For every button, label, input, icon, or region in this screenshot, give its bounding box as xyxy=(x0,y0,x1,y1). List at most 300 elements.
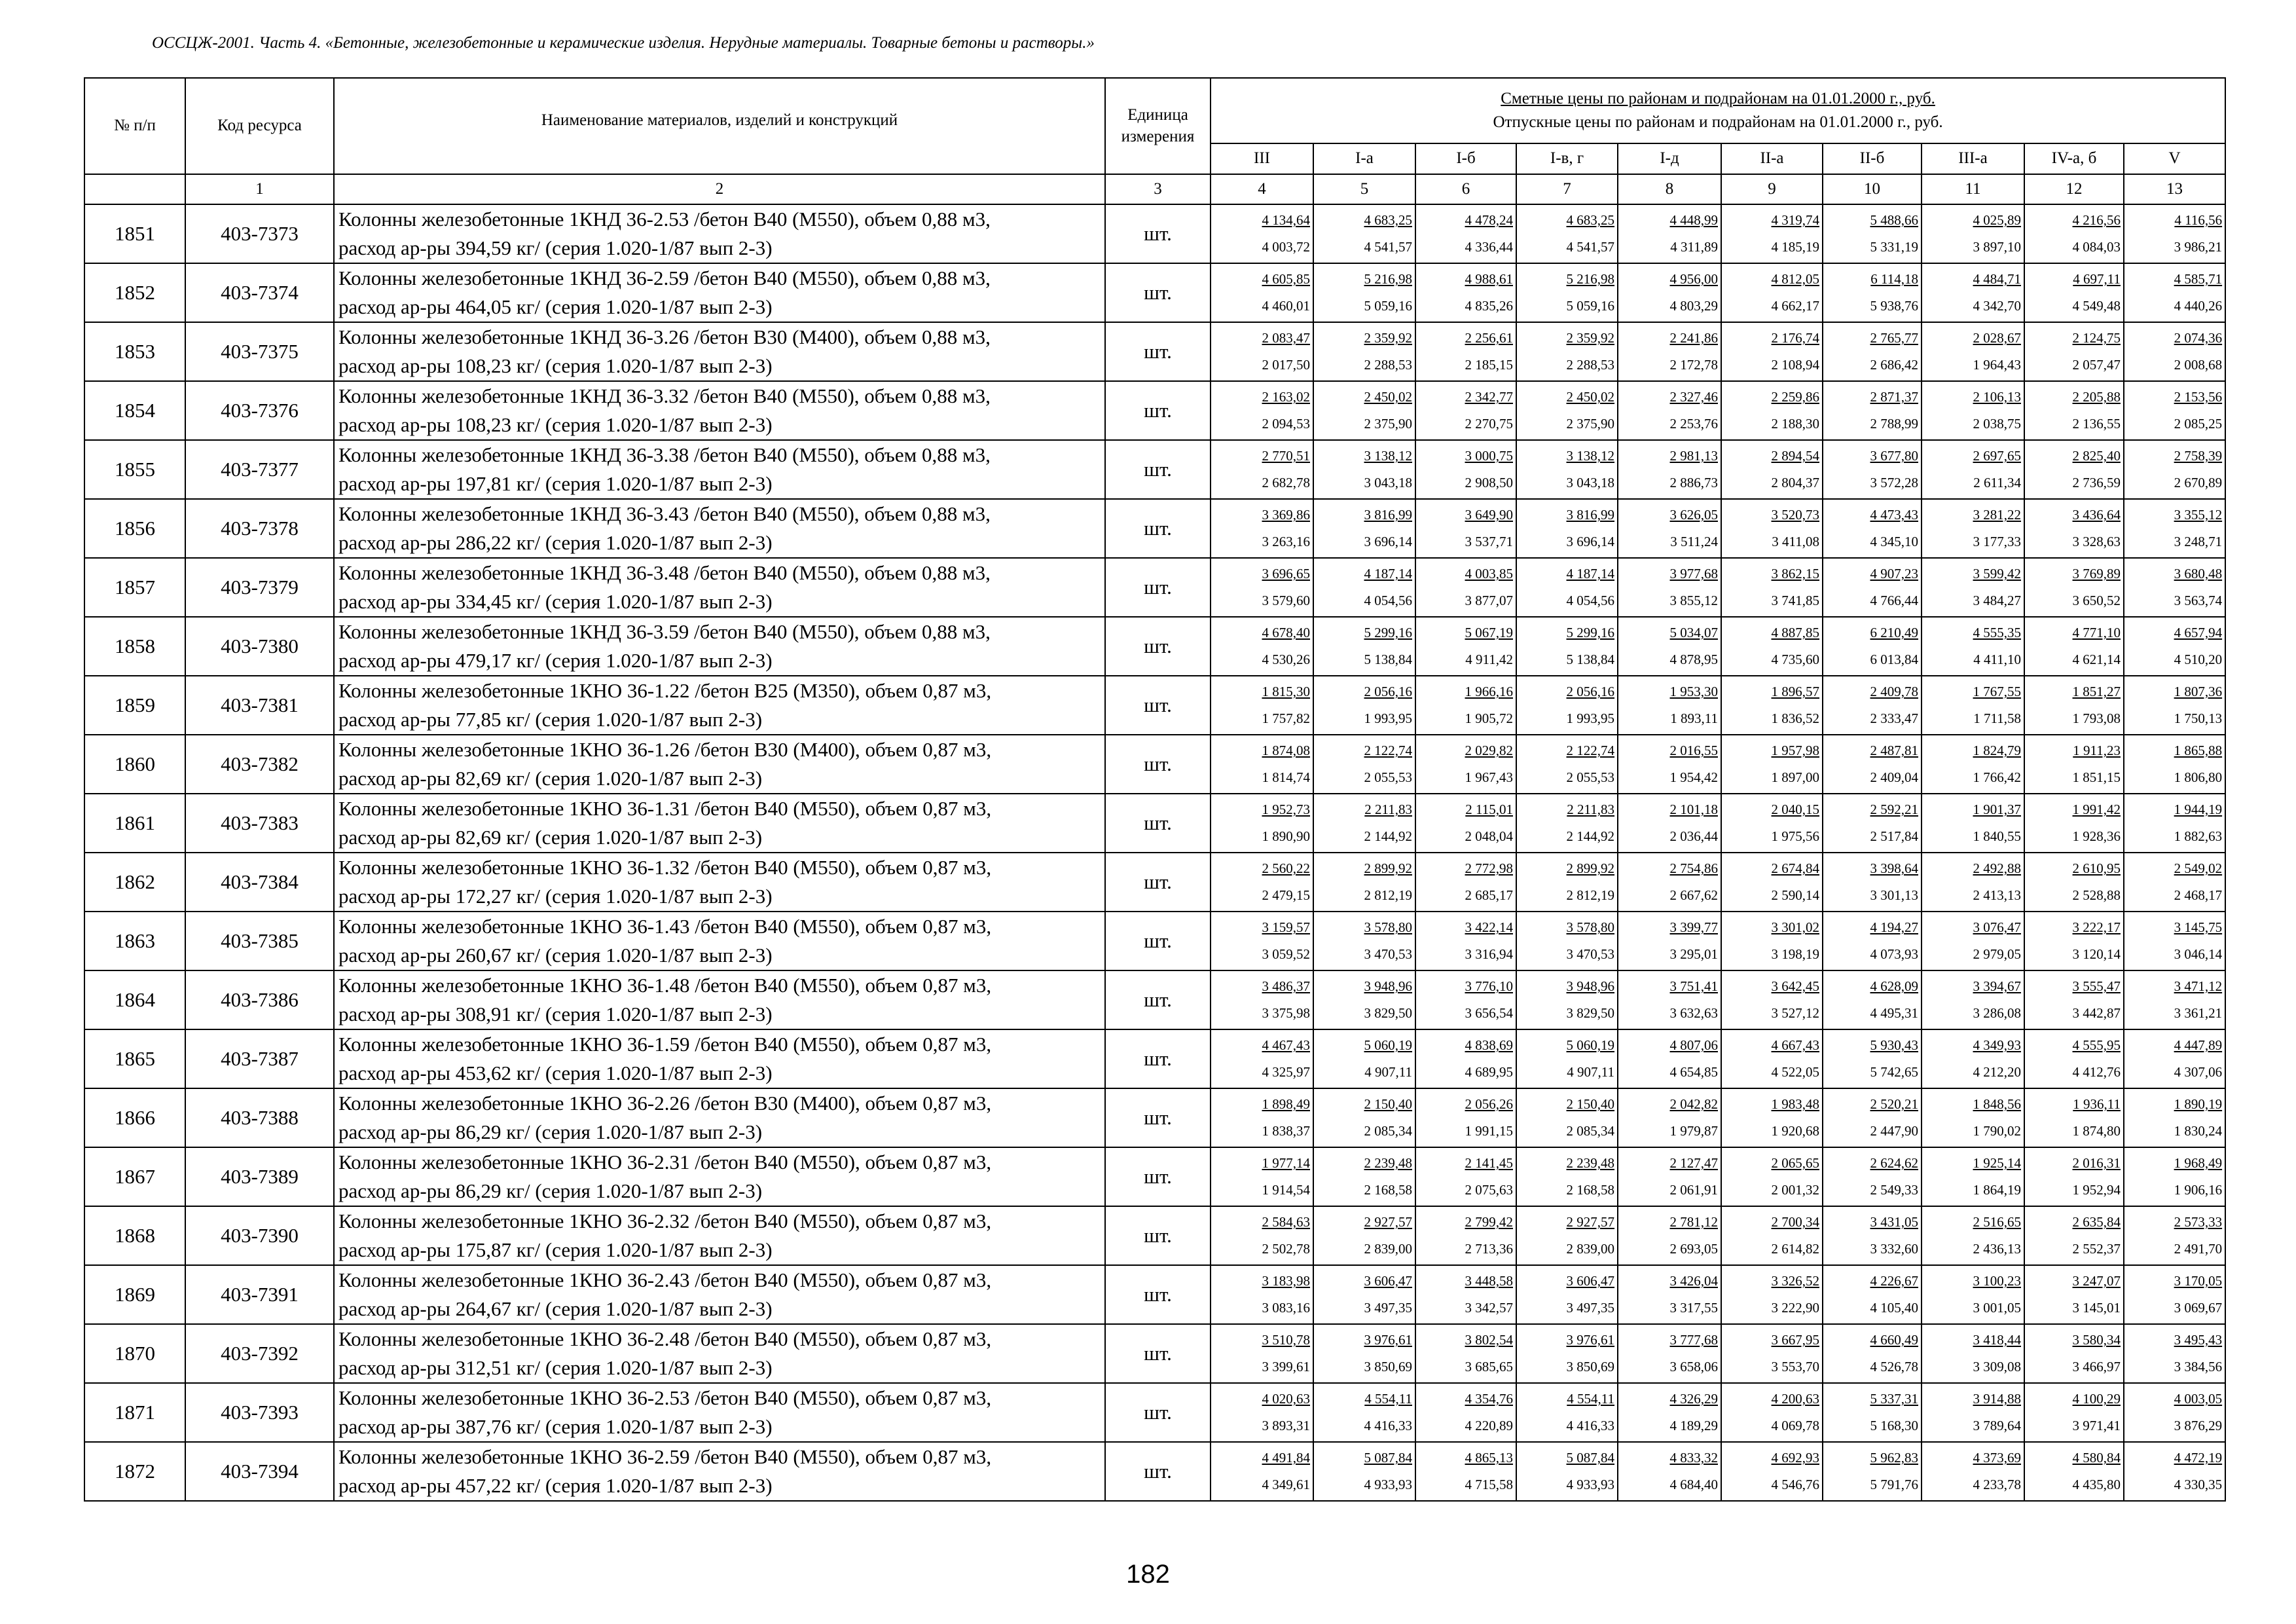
release-price: 4 054,56 xyxy=(1566,593,1614,608)
price-cell xyxy=(2124,735,2225,794)
release-price: 2 172,78 xyxy=(1669,357,1718,373)
release-price: 4 345,10 xyxy=(1870,534,1918,549)
release-price: 4 735,60 xyxy=(1771,652,1819,667)
table-row xyxy=(84,912,2225,970)
material-name-line2: расход ар-ры 86,29 кг/ (серия 1.020-1/87 вып 2-3) xyxy=(338,1120,763,1143)
price-cell xyxy=(2024,204,2124,263)
estimate-price: 4 678,40 xyxy=(1262,625,1310,640)
price-cell xyxy=(1618,322,1721,381)
estimate-price: 3 696,65 xyxy=(1262,566,1310,581)
unit: шт. xyxy=(1105,204,1211,263)
price-cell xyxy=(1823,617,1922,676)
estimate-price: 3 776,10 xyxy=(1465,978,1513,994)
estimate-price: 3 399,77 xyxy=(1669,919,1718,935)
price-cell xyxy=(1415,204,1516,263)
estimate-price: 3 599,42 xyxy=(1973,566,2021,581)
material-name-line2: расход ар-ры 108,23 кг/ (серия 1.020-1/87 вып 2-3) xyxy=(338,413,773,436)
release-price: 3 384,56 xyxy=(2174,1359,2223,1375)
price-cell xyxy=(1211,263,1313,322)
material-name-line1: Колонны железобетонные 1КНД 36-2.59 /бетон B40 (М550), объем 0,88 м3, xyxy=(338,267,991,289)
price-cell xyxy=(1211,204,1313,263)
release-price: 3 829,50 xyxy=(1364,1005,1412,1021)
release-price: 1 964,43 xyxy=(1973,357,2021,373)
release-price: 1 790,02 xyxy=(1973,1123,2021,1139)
price-cell xyxy=(1922,1383,2024,1442)
estimate-price: 1 874,08 xyxy=(1262,743,1310,758)
column-number: 10 xyxy=(1823,174,1922,204)
unit: шт. xyxy=(1105,440,1211,499)
release-price: 3 043,18 xyxy=(1364,475,1412,490)
estimate-price: 5 962,83 xyxy=(1870,1450,1918,1466)
price-cell xyxy=(2024,1088,2124,1147)
estimate-price: 2 042,82 xyxy=(1669,1096,1718,1112)
release-price: 3 850,69 xyxy=(1566,1359,1614,1375)
column-number: 1 xyxy=(185,174,334,204)
estimate-price: 2 029,82 xyxy=(1465,743,1513,758)
resource-code: 403-7391 xyxy=(185,1265,334,1324)
price-cell xyxy=(1618,1147,1721,1206)
release-price: 3 656,54 xyxy=(1465,1005,1513,1021)
table-row xyxy=(84,1324,2225,1383)
release-price: 2 188,30 xyxy=(1771,416,1819,432)
estimate-price: 2 239,48 xyxy=(1364,1155,1412,1171)
unit: шт. xyxy=(1105,263,1211,322)
price-cell xyxy=(2124,1147,2225,1206)
header-name: Наименование материалов, изделий и конструкций xyxy=(334,78,1105,174)
release-price: 4 416,33 xyxy=(1566,1418,1614,1433)
resource-code: 403-7376 xyxy=(185,381,334,440)
price-cell xyxy=(2124,1088,2225,1147)
release-price: 5 138,84 xyxy=(1566,652,1614,667)
estimate-price: 4 667,43 xyxy=(1771,1037,1819,1053)
price-cell xyxy=(1313,204,1415,263)
release-price: 1 836,52 xyxy=(1771,710,1819,726)
estimate-price: 2 899,92 xyxy=(1364,860,1412,876)
estimate-price: 4 833,32 xyxy=(1669,1450,1718,1466)
header-region: I-б xyxy=(1415,143,1516,174)
price-cell xyxy=(1415,1029,1516,1088)
estimate-price: 3 076,47 xyxy=(1973,919,2021,935)
price-cell xyxy=(1823,1029,1922,1088)
release-price: 2 144,92 xyxy=(1364,828,1412,844)
release-price: 4 460,01 xyxy=(1262,298,1310,314)
column-number: 7 xyxy=(1516,174,1618,204)
release-price: 4 311,89 xyxy=(1670,239,1718,255)
price-table xyxy=(84,77,2226,1502)
estimate-price: 4 554,11 xyxy=(1567,1391,1614,1407)
release-price: 3 685,65 xyxy=(1465,1359,1513,1375)
estimate-price: 3 914,88 xyxy=(1973,1391,2021,1407)
material-name xyxy=(334,1383,1105,1442)
estimate-price: 2 894,54 xyxy=(1771,448,1819,464)
estimate-price: 3 100,23 xyxy=(1973,1273,2021,1289)
release-price: 3 850,69 xyxy=(1364,1359,1412,1375)
release-price: 3 484,27 xyxy=(1973,593,2021,608)
row-number: 1865 xyxy=(84,1029,185,1088)
material-name-line1: Колонны железобетонные 1КНО 36-1.32 /бетон B40 (М550), объем 0,87 м3, xyxy=(338,856,992,879)
material-name-line1: Колонны железобетонные 1КНО 36-1.22 /бетон B25 (М350), объем 0,87 м3, xyxy=(338,679,992,702)
price-cell xyxy=(1922,204,2024,263)
price-cell xyxy=(1823,1147,1922,1206)
price-cell xyxy=(1415,440,1516,499)
unit: шт. xyxy=(1105,794,1211,853)
release-price: 2 055,53 xyxy=(1566,769,1614,785)
estimate-price: 4 349,93 xyxy=(1973,1037,2021,1053)
price-cell xyxy=(1516,440,1618,499)
price-cell xyxy=(1313,1029,1415,1088)
estimate-price: 3 398,64 xyxy=(1870,860,1918,876)
row-number: 1867 xyxy=(84,1147,185,1206)
price-cell xyxy=(1823,1206,1922,1265)
release-price: 3 497,35 xyxy=(1566,1300,1614,1316)
price-cell xyxy=(2124,440,2225,499)
price-cell xyxy=(1618,676,1721,735)
price-cell xyxy=(1618,735,1721,794)
resource-code: 403-7380 xyxy=(185,617,334,676)
release-price: 4 073,93 xyxy=(1870,946,1918,962)
estimate-price: 4 025,89 xyxy=(1973,212,2021,228)
estimate-price: 2 450,02 xyxy=(1364,389,1412,405)
price-cell xyxy=(1415,322,1516,381)
price-cell xyxy=(1721,322,1823,381)
price-cell xyxy=(1516,1324,1618,1383)
price-cell xyxy=(1211,440,1313,499)
estimate-price: 2 153,56 xyxy=(2174,389,2223,405)
price-cell xyxy=(1922,912,2024,970)
price-cell xyxy=(1516,1029,1618,1088)
column-number-empty xyxy=(84,174,185,204)
price-cell xyxy=(1211,322,1313,381)
release-price: 2 288,53 xyxy=(1364,357,1412,373)
price-cell xyxy=(1721,1383,1823,1442)
table-row xyxy=(84,1029,2225,1088)
release-price: 4 416,33 xyxy=(1364,1418,1412,1433)
release-price: 1 766,42 xyxy=(1973,769,2021,785)
release-price: 5 168,30 xyxy=(1870,1418,1918,1433)
column-number: 2 xyxy=(334,174,1105,204)
material-name-line1: Колонны железобетонные 1КНО 36-1.26 /бетон B30 (М400), объем 0,87 м3, xyxy=(338,738,992,761)
price-cell xyxy=(1721,970,1823,1029)
price-cell xyxy=(2124,322,2225,381)
material-name-line1: Колонны железобетонные 1КНО 36-2.32 /бетон B40 (М550), объем 0,87 м3, xyxy=(338,1209,992,1232)
release-price: 2 479,15 xyxy=(1262,887,1310,903)
price-cell xyxy=(1721,440,1823,499)
release-price: 5 331,19 xyxy=(1870,239,1918,255)
price-cell xyxy=(1823,735,1922,794)
resource-code: 403-7388 xyxy=(185,1088,334,1147)
price-cell xyxy=(1313,381,1415,440)
resource-code: 403-7383 xyxy=(185,794,334,853)
release-price: 1 757,82 xyxy=(1262,710,1310,726)
resource-code: 403-7392 xyxy=(185,1324,334,1383)
estimate-price: 4 660,49 xyxy=(1870,1332,1918,1348)
material-name-line2: расход ар-ры 387,76 кг/ (серия 1.020-1/87 вып 2-3) xyxy=(338,1415,773,1438)
price-cell xyxy=(1211,1206,1313,1265)
price-cell xyxy=(1823,794,1922,853)
price-cell xyxy=(1313,1324,1415,1383)
material-name-line1: Колонны железобетонные 1КНО 36-1.48 /бетон B40 (М550), объем 0,87 м3, xyxy=(338,974,992,997)
material-name-line2: расход ар-ры 82,69 кг/ (серия 1.020-1/87 вып 2-3) xyxy=(338,767,763,790)
unit: шт. xyxy=(1105,912,1211,970)
price-cell xyxy=(1618,617,1721,676)
material-name-line1: Колонны железобетонные 1КНО 36-2.26 /бетон B30 (М400), объем 0,87 м3, xyxy=(338,1092,992,1115)
price-cell xyxy=(1823,204,1922,263)
estimate-price: 2 359,92 xyxy=(1364,330,1412,346)
price-cell xyxy=(2124,970,2225,1029)
price-cell xyxy=(1516,381,1618,440)
release-price: 2 670,89 xyxy=(2174,475,2223,490)
material-name xyxy=(334,1088,1105,1147)
release-price: 3 527,12 xyxy=(1771,1005,1819,1021)
release-price: 2 468,17 xyxy=(2174,887,2223,903)
estimate-price: 2 259,86 xyxy=(1771,389,1819,405)
estimate-price: 5 060,19 xyxy=(1364,1037,1412,1053)
price-cell xyxy=(1823,263,1922,322)
price-cell xyxy=(1313,912,1415,970)
estimate-price: 4 692,93 xyxy=(1771,1450,1819,1466)
release-price: 3 470,53 xyxy=(1566,946,1614,962)
estimate-price: 1 983,48 xyxy=(1771,1096,1819,1112)
release-price: 1 905,72 xyxy=(1465,710,1513,726)
price-cell xyxy=(1721,1442,1823,1501)
header-region: II-а xyxy=(1721,143,1823,174)
release-price: 3 328,63 xyxy=(2072,534,2121,549)
estimate-price: 5 067,19 xyxy=(1465,625,1513,640)
release-price: 1 906,16 xyxy=(2174,1182,2223,1198)
table-row xyxy=(84,617,2225,676)
estimate-price: 2 115,01 xyxy=(1465,802,1513,817)
release-price: 5 791,76 xyxy=(1870,1477,1918,1492)
price-cell xyxy=(1823,381,1922,440)
release-price: 3 309,08 xyxy=(1973,1359,2021,1375)
estimate-price: 3 510,78 xyxy=(1262,1332,1310,1348)
estimate-price: 3 677,80 xyxy=(1870,448,1918,464)
price-cell xyxy=(1721,1088,1823,1147)
price-cell xyxy=(1313,676,1415,735)
price-cell xyxy=(1922,1265,2024,1324)
release-price: 2 667,62 xyxy=(1669,887,1718,903)
column-number: 3 xyxy=(1105,174,1211,204)
price-cell xyxy=(1211,1383,1313,1442)
price-cell xyxy=(2024,1029,2124,1088)
material-name xyxy=(334,1324,1105,1383)
table-row xyxy=(84,970,2225,1029)
price-cell xyxy=(1516,322,1618,381)
estimate-price: 4 326,29 xyxy=(1669,1391,1718,1407)
price-cell xyxy=(1211,1324,1313,1383)
table-row xyxy=(84,322,2225,381)
material-name-line2: расход ар-ры 82,69 кг/ (серия 1.020-1/87 вып 2-3) xyxy=(338,826,763,849)
material-name-line1: Колонны железобетонные 1КНД 36-3.26 /бетон B30 (М400), объем 0,88 м3, xyxy=(338,325,991,348)
estimate-price: 4 605,85 xyxy=(1262,271,1310,287)
price-cell xyxy=(1313,735,1415,794)
release-price: 3 537,71 xyxy=(1465,534,1513,549)
estimate-price: 2 327,46 xyxy=(1669,389,1718,405)
price-cell xyxy=(2024,676,2124,735)
release-price: 2 333,47 xyxy=(1870,710,1918,726)
price-cell xyxy=(1415,381,1516,440)
estimate-price: 4 194,27 xyxy=(1870,919,1918,935)
release-price: 3 855,12 xyxy=(1669,593,1718,608)
release-price: 2 839,00 xyxy=(1566,1241,1614,1257)
price-cell xyxy=(1618,912,1721,970)
price-cell xyxy=(1721,381,1823,440)
release-price: 2 517,84 xyxy=(1870,828,1918,844)
estimate-price: 5 488,66 xyxy=(1870,212,1918,228)
release-price: 3 342,57 xyxy=(1465,1300,1513,1316)
estimate-price: 6 114,18 xyxy=(1870,271,1918,287)
estimate-price: 3 486,37 xyxy=(1262,978,1310,994)
price-cell xyxy=(1211,617,1313,676)
release-price: 3 632,63 xyxy=(1669,1005,1718,1021)
table-row xyxy=(84,676,2225,735)
estimate-price: 2 211,83 xyxy=(1364,802,1412,817)
release-price: 4 715,58 xyxy=(1465,1477,1513,1492)
release-price: 2 812,19 xyxy=(1364,887,1412,903)
price-cell xyxy=(2124,794,2225,853)
estimate-price: 2 825,40 xyxy=(2072,448,2121,464)
release-price: 2 085,25 xyxy=(2174,416,2223,432)
estimate-price: 1 991,42 xyxy=(2072,802,2121,817)
estimate-price: 1 911,23 xyxy=(2073,743,2121,758)
table-row xyxy=(84,794,2225,853)
price-cell xyxy=(1618,1442,1721,1501)
material-name xyxy=(334,440,1105,499)
resource-code: 403-7393 xyxy=(185,1383,334,1442)
estimate-price: 5 299,16 xyxy=(1566,625,1614,640)
unit: шт. xyxy=(1105,1442,1211,1501)
price-cell xyxy=(1313,1442,1415,1501)
unit: шт. xyxy=(1105,1265,1211,1324)
estimate-price: 1 896,57 xyxy=(1771,684,1819,699)
unit: шт. xyxy=(1105,970,1211,1029)
estimate-price: 2 700,34 xyxy=(1771,1214,1819,1230)
estimate-price: 3 369,86 xyxy=(1262,507,1310,523)
estimate-price: 1 898,49 xyxy=(1262,1096,1310,1112)
release-price: 4 549,48 xyxy=(2072,298,2121,314)
price-cell xyxy=(1823,1383,1922,1442)
price-cell xyxy=(1415,794,1516,853)
estimate-price: 2 492,88 xyxy=(1973,860,2021,876)
estimate-price: 3 606,47 xyxy=(1566,1273,1614,1289)
estimate-price: 4 554,11 xyxy=(1364,1391,1412,1407)
price-cell xyxy=(2124,1383,2225,1442)
price-cell xyxy=(1922,1088,2024,1147)
release-price: 2 812,19 xyxy=(1566,887,1614,903)
resource-code: 403-7373 xyxy=(185,204,334,263)
release-price: 1 893,11 xyxy=(1670,710,1718,726)
release-price: 2 048,04 xyxy=(1465,828,1513,844)
price-cell xyxy=(1313,617,1415,676)
release-price: 4 541,57 xyxy=(1566,239,1614,255)
release-price: 3 696,14 xyxy=(1566,534,1614,549)
header-num: № п/п xyxy=(84,78,185,174)
release-price: 1 979,87 xyxy=(1669,1123,1718,1139)
price-cell xyxy=(2124,499,2225,558)
release-price: 2 682,78 xyxy=(1262,475,1310,490)
estimate-price: 2 674,84 xyxy=(1771,860,1819,876)
table-row xyxy=(84,1265,2225,1324)
release-price: 1 874,80 xyxy=(2072,1123,2121,1139)
estimate-price: 3 777,68 xyxy=(1669,1332,1718,1348)
estimate-price: 3 680,48 xyxy=(2174,566,2223,581)
estimate-price: 4 373,69 xyxy=(1973,1450,2021,1466)
release-price: 3 650,52 xyxy=(2072,593,2121,608)
price-cell xyxy=(1922,263,2024,322)
release-price: 4 330,35 xyxy=(2174,1477,2223,1492)
estimate-price: 2 122,74 xyxy=(1566,743,1614,758)
price-cell xyxy=(1313,440,1415,499)
estimate-price: 4 988,61 xyxy=(1465,271,1513,287)
price-cell xyxy=(1618,1265,1721,1324)
release-price: 4 325,97 xyxy=(1262,1064,1310,1080)
release-price: 1 975,56 xyxy=(1771,828,1819,844)
price-cell xyxy=(2124,912,2225,970)
estimate-price: 3 138,12 xyxy=(1566,448,1614,464)
resource-code: 403-7379 xyxy=(185,558,334,617)
release-price: 2 038,75 xyxy=(1973,416,2021,432)
price-cell xyxy=(1415,1265,1516,1324)
estimate-price: 4 484,71 xyxy=(1973,271,2021,287)
estimate-price: 3 976,61 xyxy=(1566,1332,1614,1348)
material-name xyxy=(334,1442,1105,1501)
price-cell xyxy=(1922,381,2024,440)
release-price: 4 185,19 xyxy=(1771,239,1819,255)
release-price: 2 611,34 xyxy=(1973,475,2021,490)
release-price: 4 878,95 xyxy=(1669,652,1718,667)
price-cell xyxy=(2124,1206,2225,1265)
release-price: 2 375,90 xyxy=(1566,416,1614,432)
estimate-price: 3 145,75 xyxy=(2174,919,2223,935)
estimate-price: 4 771,10 xyxy=(2072,625,2121,640)
release-price: 1 830,24 xyxy=(2174,1123,2223,1139)
price-cell xyxy=(1211,912,1313,970)
estimate-price: 3 626,05 xyxy=(1669,507,1718,523)
price-cell xyxy=(1823,912,1922,970)
release-price: 2 491,70 xyxy=(2174,1241,2223,1257)
estimate-price: 4 478,24 xyxy=(1465,212,1513,228)
material-name-line2: расход ар-ры 464,05 кг/ (серия 1.020-1/87 вып 2-3) xyxy=(338,295,773,318)
estimate-price: 1 968,49 xyxy=(2174,1155,2223,1171)
price-cell xyxy=(1618,558,1721,617)
estimate-price: 3 159,57 xyxy=(1262,919,1310,935)
release-price: 4 069,78 xyxy=(1771,1418,1819,1433)
price-cell xyxy=(2124,558,2225,617)
price-cell xyxy=(1922,1442,2024,1501)
price-cell xyxy=(1721,1147,1823,1206)
price-cell xyxy=(2024,912,2124,970)
material-name xyxy=(334,617,1105,676)
estimate-price: 2 758,39 xyxy=(2174,448,2223,464)
release-price: 2 061,91 xyxy=(1669,1182,1718,1198)
estimate-price: 3 394,67 xyxy=(1973,978,2021,994)
price-cell xyxy=(1721,676,1823,735)
estimate-price: 2 065,65 xyxy=(1771,1155,1819,1171)
estimate-price: 2 584,63 xyxy=(1262,1214,1310,1230)
header-prices xyxy=(1211,78,2225,143)
resource-code: 403-7385 xyxy=(185,912,334,970)
price-cell xyxy=(2024,381,2124,440)
release-price: 2 144,92 xyxy=(1566,828,1614,844)
estimate-price: 4 003,05 xyxy=(2174,1391,2223,1407)
resource-code: 403-7390 xyxy=(185,1206,334,1265)
release-price: 1 897,00 xyxy=(1771,769,1819,785)
price-cell xyxy=(2024,853,2124,912)
price-cell xyxy=(1618,440,1721,499)
estimate-price: 2 624,62 xyxy=(1870,1155,1918,1171)
estimate-price: 1 890,19 xyxy=(2174,1096,2223,1112)
column-number: 11 xyxy=(1922,174,2024,204)
